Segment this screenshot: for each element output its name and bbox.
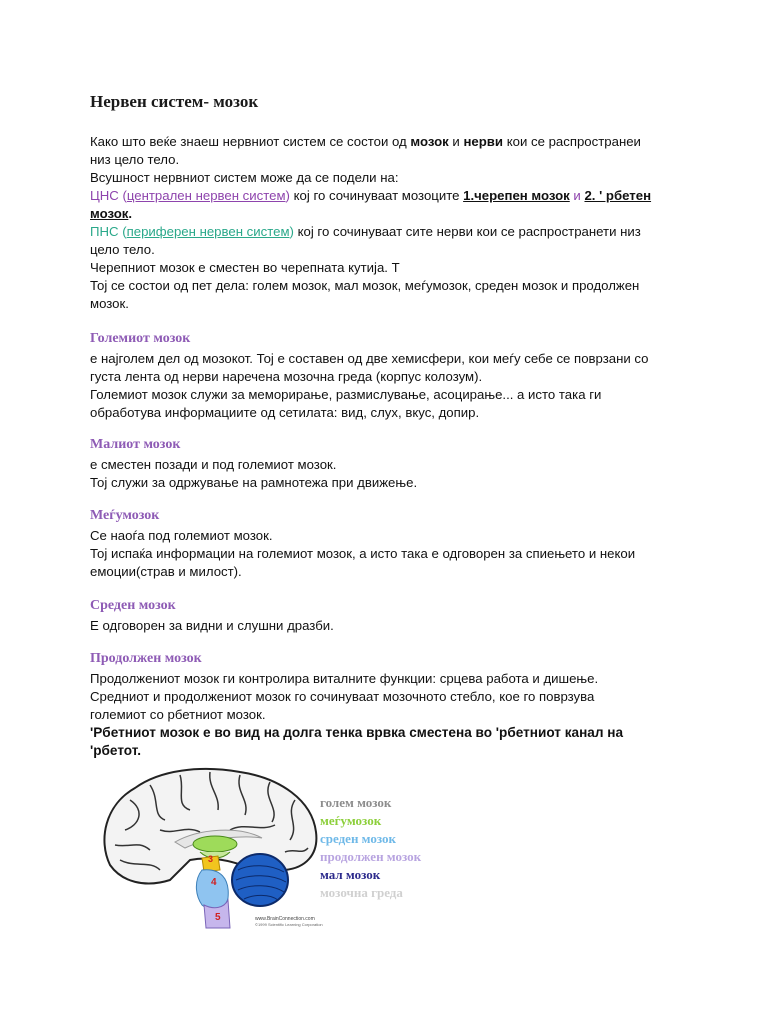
page-title: Нервен систем- мозок xyxy=(90,92,259,111)
figure-credit-1: www.BrainConnection.com xyxy=(255,916,315,922)
spinal-cord-line-1: 'Рбетниот мозок е во вид на долга тенка врвка сместена во 'рбетниот канал на xyxy=(90,725,624,740)
brain-legend xyxy=(320,794,421,902)
legend-prodolzen: продолжен мозок xyxy=(320,849,422,864)
label-number-5: 5 xyxy=(215,912,221,923)
section-heading: Продолжен мозок xyxy=(90,651,202,666)
label-number-3: 3 xyxy=(208,854,214,864)
label-number-4: 4 xyxy=(211,877,217,888)
section-mal: Малиот мозок е сместен позади и под големиот мозок. Тој служи за одржување на рамнотежа при движење. xyxy=(90,436,690,492)
section-heading: Меѓумозок xyxy=(90,508,160,523)
intro-paragraph: Како што веќе знаеш нервниот систем се состои од мозок и нерви кои се распространеи низ цело тело. Всушност нервниот систем може да се подели на: ЦНС (централен нервен систем) кој го сочинуваат мозоците 1.черепен мозок и 2. ' рбетен мозок. ПНС (периферен нервен систем) кој го сочинуваат сите нерви кои се распространети низ цело тело. Черепниот мозок е сместен во черепната кутија. Т Тој се состои од пет дела: голем мозок, мал мозок, меѓумозок, среден мозок и продолжен мозок. xyxy=(90,134,652,311)
section-golem: Големиот мозок е најголем дел од мозокот. Тој е составен од две хемисфери, кои меѓу себе се поврзани со густа лента од нерви наречена мозочна греда (корпус колозум). Големиот мозок служи за меморирање, размислување, асоцирање... а исто така ги обработува информациите од сетилата: вид, слух, вкус, допир. xyxy=(90,330,690,422)
figure-credit-2: ©1999 Scientific Learning Corporation xyxy=(255,922,323,927)
legend-golem: голем мозок xyxy=(320,795,392,810)
pns-abbr: ПНС xyxy=(90,224,119,239)
pns-link[interactable]: периферен нервен систем xyxy=(126,224,290,239)
legend-sreden: среден мозок xyxy=(320,831,397,846)
brain-diagram xyxy=(90,760,325,932)
cns-link[interactable]: централен нервен систем xyxy=(126,188,286,203)
diencephalon-shape xyxy=(193,836,237,852)
legend-megu: меѓумозок xyxy=(320,813,382,828)
bold-nervi: нерви xyxy=(463,134,504,149)
section-heading: Големиот мозок xyxy=(90,331,191,346)
cerebellum-shape xyxy=(232,854,288,906)
section-prodolzen: Продолжен мозок Продолжениот мозок ги контролира виталните функции: срцева работа и дишење. Средниот и продолжениот мозок го сочинуваат мозочното стебло, кое го поврзува големиот со рбетниот мозок. 'Рбетниот мозок е во вид на долга тенка врвка сместена во 'рбетниот канал на 'рбетот. xyxy=(90,650,690,760)
cns-item-1: 1.черепен мозок xyxy=(463,188,570,203)
section-sreden: Среден мозок Е одговорен за видни и слушни дразби. xyxy=(90,597,690,635)
legend-mal: мал мозок xyxy=(320,867,381,882)
section-heading: Среден мозок xyxy=(90,598,176,613)
bold-mozok: мозок xyxy=(410,134,449,149)
section-heading: Малиот мозок xyxy=(90,437,181,452)
cns-abbr: ЦНС xyxy=(90,188,119,203)
section-megu: Меѓумозок Се наоѓа под големиот мозок. Тој испаќа информации на големиот мозок, а исто така е одговорен за спиењето и некои емоции(страв и милост). xyxy=(90,507,690,581)
cns-item-2: 2. ' рбетен xyxy=(584,188,652,203)
pons-shape xyxy=(196,870,228,909)
legend-greda: мозочна греда xyxy=(320,885,403,900)
brain-illustration xyxy=(90,760,325,932)
spinal-cord-line-2: 'рбетот. xyxy=(90,743,141,758)
